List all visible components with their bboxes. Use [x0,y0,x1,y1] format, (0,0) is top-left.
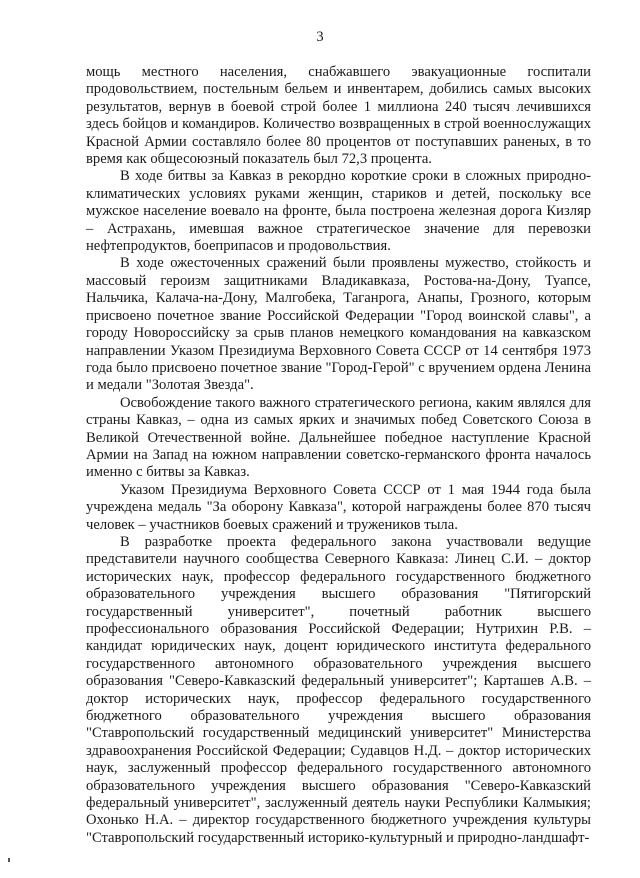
paragraph-1: мощь местного населения, снабжавшего эвакуационные госпитали продовольствием, постельным бельем и инвентарем, добились самых высоких результатов, вернув в боевой строй более 1 миллиона 240 тысяч лечившихся здесь бойцов и командиров. Количество возвращенных в строй военнослужащих Красной Армии составляло более 80 процентов от поступавших раненых, в то время как общесоюзный показатель был 72,3 процента. [86,64,591,168]
paragraph-4: Освобождение такого важного стратегического региона, каким являлся для страны Кавказ, – одна из самых ярких и значимых побед Советского Союза в Великой Отечественной войне. Дальнейшее победное наступление Красной Армии на Запад на южном направлении советско-германского фронта началось именно с битвы за Кавказ. [86,394,591,481]
page-number: 3 [316,29,324,45]
paragraph-3: В ходе ожесточенных сражений были проявлены мужество, стойкость и массовый героизм защитниками Владикавказа, Ростова-на-Дону, Туапсе, Нальчика, Калача-на-Дону, Малгобека, Таганрога, Анапы, Грозного, которым присвоено почетное звание Российской Федерации "Город воинской славы", а городу Новороссийску за срыв планов немецкого командования на кавказском направлении Указом Президиума Верховного Совета СССР от 14 сентября 1973 года было присвоено почетное звание "Город-Герой" с вручением ордена Ленина и медали "Золотая Звезда". [86,255,591,394]
scan-edge-mark [8,858,10,862]
paragraph-6: В разработке проекта федерального закона участвовали ведущие представители научного сообщества Северного Кавказа: Линец С.И. – доктор исторических наук, профессор федерального государственного бюджетного образовательного учреждения высшего образования "Пятигорский государственный университет", почетный работник высшего профессионального образования Российской Федерации; Нутрихин Р.В. – кандидат юридических наук, доцент юридического института федерального государственного автономного образовательного учреждения высшего образования "Северо-Кавказский федеральный университет"; Карташев А.В. – доктор исторических наук, профессор федерального государственного бюджетного образовательного учреждения высшего образования "Ставропольский государственный медицинский университет" Министерства здравоохранения Российской Федерации; Судавцов Н.Д. – доктор исторических наук, заслуженный профессор федерального государственного автономного образовательного учреждения высшего образования "Северо-Кавказский федеральный университет", заслуженный деятель науки Республики Калмыкия; Охонько Н.А. – директор государственного бюджетного учреждения культуры "Ставропольский государственный историко-культурный и природно-ландшафт- [86,533,591,846]
paragraph-2: В ходе битвы за Кавказ в рекордно короткие сроки в сложных природно-климатических условиях руками женщин, стариков и детей, поскольку все мужское население воевало на фронте, была построена железная дорога Кизляр – Астрахань, имевшая важное стратегическое значение для перевозки нефтепродуктов, боеприпасов и продовольствия. [86,168,591,255]
paragraph-5: Указом Президиума Верховного Совета СССР от 1 мая 1944 года была учреждена медаль "За оборону Кавказа", которой награждены более 870 тысяч человек – участников боевых сражений и тружеников тыла. [86,481,591,533]
body-text [86,64,591,847]
